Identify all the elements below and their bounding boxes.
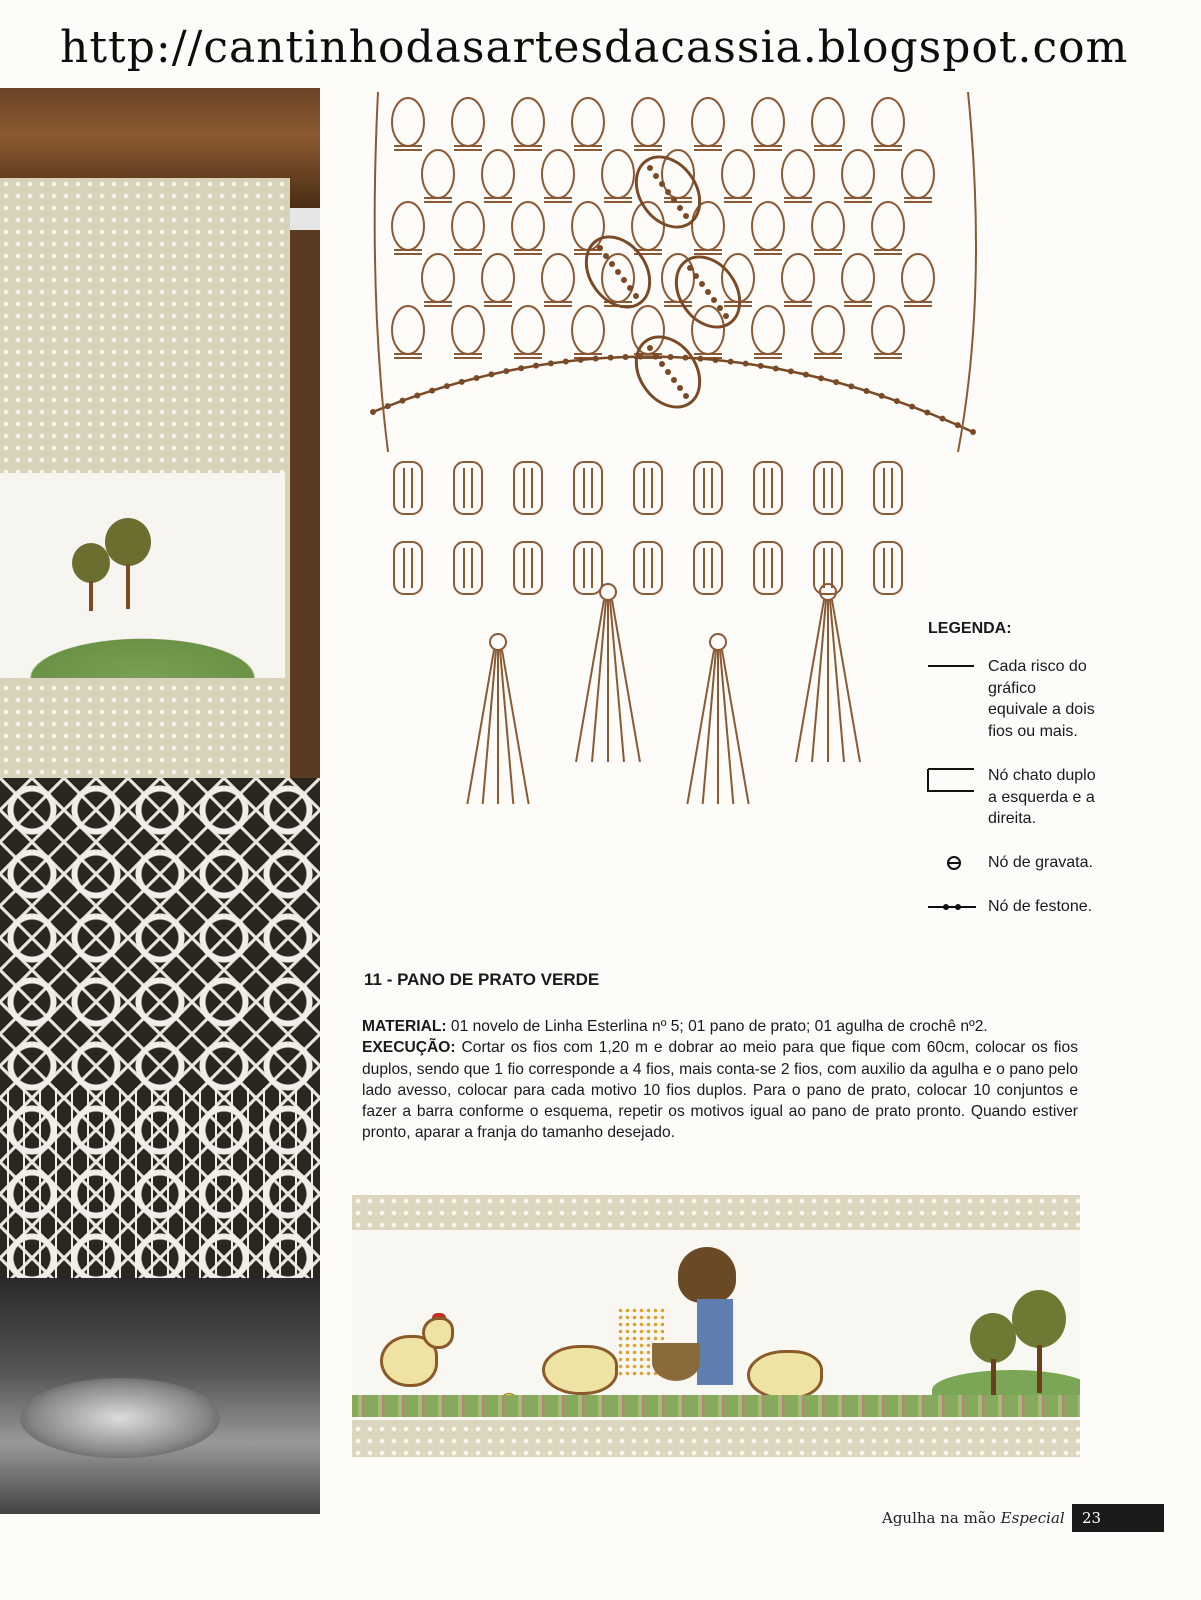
square-knot-mark [544, 198, 572, 202]
square-knot-mark [754, 250, 782, 254]
girl-dress [697, 1299, 733, 1385]
magazine-footer [882, 1509, 1065, 1527]
knot-loop [752, 306, 784, 354]
embroidered-tree [72, 543, 110, 583]
festoon-dot [665, 369, 671, 375]
square-knot-mark [484, 302, 512, 306]
festoon-dot [633, 293, 639, 299]
barrel-knot [754, 542, 782, 594]
square-knot-mark [604, 198, 632, 202]
festoon-dot [414, 392, 420, 398]
festoon-dot [711, 297, 717, 303]
barrel-knot [634, 462, 662, 514]
festoon-dot [683, 213, 689, 219]
festoon-dot [563, 358, 569, 364]
festoon-knot-icon [926, 896, 978, 936]
material-label: MATERIAL: [362, 1018, 447, 1035]
festoon-dot [864, 388, 870, 394]
instructions-paragraph [362, 1016, 1078, 1144]
legend-text: Nó de festone. [988, 898, 1093, 915]
magazine-name: Agulha na mão [882, 1509, 996, 1527]
festoon-dot [970, 429, 976, 435]
festoon-dot [668, 354, 674, 360]
page-number: 23 [1082, 1509, 1102, 1527]
square-knot-mark [874, 146, 902, 150]
knot-loop [482, 150, 514, 198]
knot-loop [602, 150, 634, 198]
square-knot-mark [634, 146, 662, 150]
knot-loop [812, 306, 844, 354]
square-knot-mark [844, 198, 872, 202]
barrel-knot [394, 462, 422, 514]
embroidery-photo [352, 1195, 1080, 1457]
barrel-knot [694, 462, 722, 514]
knot-loop [542, 254, 574, 302]
festoon-dot [603, 253, 609, 259]
festoon-dot [503, 368, 509, 374]
festoon-dot [683, 355, 689, 361]
festoon-dot [713, 357, 719, 363]
festoon-dot [474, 375, 480, 381]
legend-text: Nó chato duplo a esquerda e a direita. [988, 767, 1096, 827]
tassel-knot [600, 584, 616, 600]
knot-loop [872, 306, 904, 354]
knot-loop [452, 306, 484, 354]
festoon-dot [940, 416, 946, 422]
festoon-dot [879, 393, 885, 399]
embroidered-tree [970, 1313, 1016, 1363]
square-knot-mark [694, 250, 722, 254]
square-knot-mark [814, 250, 842, 254]
barrel-knot [394, 542, 422, 594]
festoon-dot [609, 261, 615, 267]
festoon-dot [698, 356, 704, 362]
hen-embroidery [542, 1345, 618, 1395]
festoon-dot [894, 398, 900, 404]
square-knot-bracket-icon [926, 765, 978, 805]
festoon-dot [665, 189, 671, 195]
barrel-knot [754, 462, 782, 514]
festoon-dot [429, 388, 435, 394]
festoon-dot [647, 165, 653, 171]
barrel-knot [814, 462, 842, 514]
festoon-dot [848, 383, 854, 389]
execution-label: EXECUÇÃO: [362, 1039, 456, 1057]
festoon-dot [621, 277, 627, 283]
magazine-edition: Especial [1000, 1509, 1065, 1527]
knot-loop [572, 306, 604, 354]
embroidered-tree [105, 518, 151, 566]
square-knot-mark [874, 354, 902, 358]
festoon-dot [924, 409, 930, 415]
barrel-knot [814, 542, 842, 594]
festoon-dot [518, 365, 524, 371]
knot-loop [782, 150, 814, 198]
square-knot-mark [754, 354, 782, 358]
festoon-dot [909, 404, 915, 410]
material-text: 01 novelo de Linha Esterlina nº 5; 01 pano de prato; 01 agulha de crochê nº2. [446, 1018, 988, 1035]
tree-trunk [89, 581, 93, 611]
girl-hat [678, 1247, 736, 1303]
festoon-dot [717, 305, 723, 311]
knot-loop [422, 254, 454, 302]
execution-text: Cortar os fios com 1,20 m e dobrar ao meio para que fique com 60cm, colocar os fios duplos, sendo que 1 fio corresponde a 4 fios, mais conta-se 2 fios, com auxilio da agulha e o pano pelo lado avesso, colocar para cada motivo 10 fios duplos. Para o pano de prato, colocar 10 conjuntos e fazer a barra conforme o esquema, repetir os motivos igual ao pano de prato pronto. Quando estiver pronto, aparar a franja do tamanho desejado. [362, 1039, 1078, 1142]
square-knot-mark [784, 302, 812, 306]
square-knot-mark [814, 146, 842, 150]
festoon-dot [488, 371, 494, 377]
festoon-dot [533, 363, 539, 369]
festoon-dot [705, 289, 711, 295]
tree-trunk [1037, 1345, 1042, 1393]
festoon-dot [833, 379, 839, 385]
knot-loop [392, 202, 424, 250]
embroidered-grass [352, 1395, 1080, 1417]
barrel-knot [574, 462, 602, 514]
knot-loop [752, 202, 784, 250]
knot-loop [692, 306, 724, 354]
square-knot-mark [874, 250, 902, 254]
festoon-dot [459, 379, 465, 385]
embroidered-tree [1012, 1290, 1066, 1348]
knot-loop [842, 150, 874, 198]
festoon-dot [444, 383, 450, 389]
festoon-dot [370, 409, 376, 415]
square-knot-mark [814, 354, 842, 358]
legend-text: Cada risco do gráfico equivale a dois fios ou mais. [988, 658, 1095, 740]
square-knot-mark [574, 146, 602, 150]
legend-text: Nó de gravata. [988, 854, 1093, 871]
knot-loop [572, 202, 604, 250]
festoon-dot [653, 354, 659, 360]
knot-loop [872, 202, 904, 250]
knot-loop [722, 150, 754, 198]
festoon-dot [758, 363, 764, 369]
festoon-dot [773, 365, 779, 371]
barrel-knot [454, 462, 482, 514]
knot-loop [482, 254, 514, 302]
knot-loop [512, 306, 544, 354]
barrel-knot [874, 462, 902, 514]
barrel-knot [694, 542, 722, 594]
festoon-dot [385, 403, 391, 409]
knot-loop [422, 150, 454, 198]
square-knot-mark [904, 198, 932, 202]
festoon-dot [615, 269, 621, 275]
square-knot-mark [514, 250, 542, 254]
macrame-diagram [368, 92, 988, 804]
festoon-dot [723, 313, 729, 319]
square-knot-mark [394, 146, 422, 150]
knot-loop [812, 202, 844, 250]
square-knot-mark [844, 302, 872, 306]
knot-loop [392, 306, 424, 354]
hen-head [422, 1317, 454, 1349]
barrel-knot [514, 542, 542, 594]
festoon-dot [400, 398, 406, 404]
festoon-dot [608, 355, 614, 361]
knot-loop [512, 98, 544, 146]
festoon-dot [687, 265, 693, 271]
tree-trunk [991, 1359, 996, 1397]
festoon-dot [627, 285, 633, 291]
festoon-dot [593, 356, 599, 362]
square-knot-mark [784, 198, 812, 202]
knot-loop [752, 98, 784, 146]
tassel-knot [820, 584, 836, 600]
square-knot-mark [454, 146, 482, 150]
hen-embroidery [747, 1350, 823, 1400]
square-knot-mark [394, 354, 422, 358]
festoon-dot [578, 357, 584, 363]
festoon-dot [597, 245, 603, 251]
barrel-knot [454, 542, 482, 594]
tassel-knot [710, 634, 726, 650]
knot-loop [692, 98, 724, 146]
knot-loop [632, 202, 664, 250]
square-knot-mark [694, 146, 722, 150]
festoon-dot [955, 422, 961, 428]
square-knot-mark [424, 302, 452, 306]
festoon-dot [677, 385, 683, 391]
knot-loop [452, 98, 484, 146]
festoon-dot [671, 197, 677, 203]
festoon-dot [728, 359, 734, 365]
barrel-knot [514, 462, 542, 514]
legend-title: LEGENDA: [928, 620, 1012, 637]
knot-loop [902, 150, 934, 198]
square-knot-mark [904, 302, 932, 306]
knot-loop [602, 254, 634, 302]
square-knot-mark [544, 302, 572, 306]
knot-loop [782, 254, 814, 302]
pan [20, 1378, 220, 1458]
festoon-dot [659, 181, 665, 187]
festoon-dot [683, 393, 689, 399]
barrel-knot [574, 542, 602, 594]
section-title: 11 - PANO DE PRATO VERDE [364, 970, 600, 989]
festoon-dot [671, 377, 677, 383]
square-knot-mark [424, 198, 452, 202]
barrel-knot [874, 542, 902, 594]
festoon-dot [803, 372, 809, 378]
knot-loop [692, 202, 724, 250]
festoon-dot [548, 360, 554, 366]
festoon-dot [653, 173, 659, 179]
basket [652, 1343, 700, 1381]
square-knot-mark [664, 302, 692, 306]
festoon-dot [677, 205, 683, 211]
square-knot-mark [394, 250, 422, 254]
festoon-dot [818, 375, 824, 381]
square-knot-mark [484, 198, 512, 202]
square-knot-mark [514, 354, 542, 358]
knot-loop [572, 98, 604, 146]
barrel-knot [634, 542, 662, 594]
side-strand [958, 92, 976, 452]
festoon-dot [647, 345, 653, 351]
square-knot-mark [514, 146, 542, 150]
knot-loop [812, 98, 844, 146]
blog-url-banner: http://cantinhodasartesdacassia.blogspot.com [60, 22, 1129, 73]
festoon-dot [788, 368, 794, 374]
towel-photo [0, 88, 320, 1514]
knot-loop [842, 254, 874, 302]
knot-loop [632, 98, 664, 146]
square-knot-mark [724, 198, 752, 202]
line-stroke-icon [926, 656, 978, 696]
tassel-knot [490, 634, 506, 650]
knot-loop [512, 202, 544, 250]
festoon-dot [623, 354, 629, 360]
tree-trunk [126, 564, 130, 609]
knot-loop [902, 254, 934, 302]
square-knot-mark [754, 146, 782, 150]
knot-loop [542, 150, 574, 198]
side-strand [375, 92, 388, 452]
knot-loop [872, 98, 904, 146]
festoon-dot [638, 354, 644, 360]
macrame-fringe [0, 1088, 320, 1288]
festoon-dot [659, 361, 665, 367]
square-knot-mark [664, 198, 692, 202]
square-knot-mark [454, 354, 482, 358]
embroidered-hill [0, 628, 285, 678]
festoon-dot [699, 281, 705, 287]
festoon-dot [743, 361, 749, 367]
knot-loop [392, 98, 424, 146]
festoon-dot [693, 273, 699, 279]
knot-loop [452, 202, 484, 250]
circle-knot-icon [926, 852, 978, 892]
square-knot-mark [454, 250, 482, 254]
